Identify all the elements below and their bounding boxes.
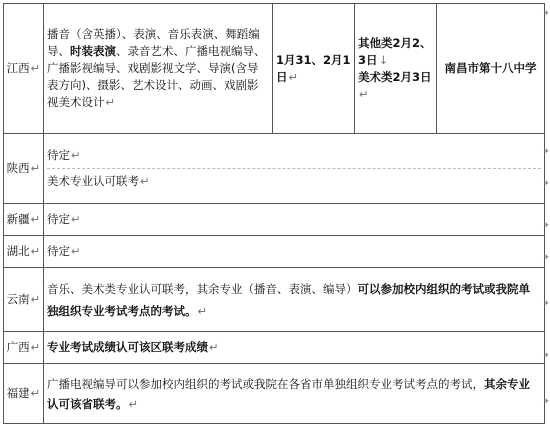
table-row-shaanxi [4, 134, 545, 204]
paragraph-mark-icon: ↵ [71, 244, 81, 258]
province-label: 江西 [6, 61, 30, 75]
table-row-yunnan [4, 268, 545, 332]
policy-text: 美术专业认可联考 [47, 174, 139, 188]
table-row-hubei [4, 236, 545, 268]
policy-text: 广播电视编导可以参加校内组织的考试或我院在各省市单独组织专业考试考点的考试， [47, 376, 484, 391]
paragraph-mark-icon: ↵ [197, 303, 208, 318]
policy-cell [44, 134, 545, 204]
province-label: 广西 [6, 340, 30, 354]
province-cell [4, 236, 44, 268]
policy-text-bold: 可以参加校内组织的考试或我院单独组织专业考试考点的考试。 [47, 281, 530, 318]
majors-highlight: 时装表演 [70, 44, 116, 58]
policy-text: 音乐、美术类专业认可联考，其余专业（播音、表演、编导） [47, 281, 358, 296]
policy-cell [44, 332, 545, 364]
province-cell [4, 134, 44, 204]
line-break-mark-icon: ↓ [378, 52, 389, 67]
paragraph-mark-icon: ↵ [30, 61, 41, 75]
paragraph-mark-icon: ↵ [105, 95, 116, 109]
exam-date-cell [273, 4, 355, 134]
policy-cell [44, 204, 545, 236]
paragraph-mark-icon: ↵ [30, 292, 41, 306]
paragraph-mark-icon: ↵ [30, 386, 41, 400]
paragraph-mark-icon: ↵ [288, 69, 299, 84]
row-end-mark-icon: ✦ [542, 221, 550, 231]
table-row-jiangxi [4, 4, 545, 134]
policy-line [47, 169, 541, 194]
province-label: 云南 [6, 292, 30, 306]
row-end-mark-icon: ✦ [542, 179, 550, 189]
paragraph-mark-icon: ↵ [140, 174, 150, 188]
majors-text: 播音（含英播）、表演、音乐表演、舞蹈编导、 [47, 27, 260, 58]
province-label: 湖北 [6, 244, 30, 258]
venue-cell [437, 4, 545, 134]
schedule-art: 美术类2月3日 [358, 69, 432, 84]
row-end-mark-icon: ✦ [542, 147, 550, 157]
schedule-other: 其他类2月2、3日 [358, 35, 432, 67]
policy-text: 专业考试成绩认可该区联考成绩 [47, 340, 208, 354]
venue-name: 南昌市第十八中学 [444, 61, 537, 75]
policy-text-bold: 其余专业认可该省联考。 [47, 376, 530, 411]
province-cell [4, 364, 44, 424]
policy-cell [44, 364, 545, 424]
row-end-mark-icon: ✦ [542, 253, 550, 263]
row-end-markers [544, 0, 550, 434]
province-label: 新疆 [6, 212, 30, 226]
row-end-mark-icon: ✦ [542, 397, 550, 407]
exam-schedule-table [3, 3, 545, 424]
province-cell [4, 204, 44, 236]
paragraph-mark-icon: ↵ [30, 244, 41, 258]
exam-date: 1月31、2月1日 [276, 52, 351, 84]
majors-cell [44, 4, 273, 134]
province-label: 福建 [6, 386, 30, 400]
table-row-guangxi [4, 332, 545, 364]
policy-cell [44, 236, 545, 268]
table-row-xinjiang [4, 204, 545, 236]
policy-line [47, 143, 541, 169]
paragraph-mark-icon: ↵ [128, 396, 139, 411]
province-label: 陕西 [6, 161, 30, 175]
paragraph-mark-icon: ↵ [359, 86, 369, 101]
policy-text: 待定 [47, 244, 70, 258]
paragraph-mark-icon: ↵ [71, 212, 81, 226]
policy-cell [44, 268, 545, 332]
province-cell [4, 268, 44, 332]
paragraph-mark-icon: ↵ [71, 148, 81, 162]
policy-text: 待定 [47, 148, 70, 162]
schedule-cell [355, 4, 437, 134]
paragraph-mark-icon: ↵ [209, 340, 219, 354]
paragraph-mark-icon: ↵ [30, 212, 41, 226]
row-end-mark-icon: ✦ [542, 351, 550, 361]
table-row-fujian [4, 364, 545, 424]
province-cell [4, 4, 44, 134]
row-end-mark-icon: ✦ [542, 299, 550, 309]
policy-text: 待定 [47, 212, 70, 226]
province-cell [4, 332, 44, 364]
paragraph-mark-icon: ↵ [30, 340, 41, 354]
paragraph-mark-icon: ↵ [30, 161, 41, 175]
row-end-mark-icon: ✦ [542, 9, 550, 19]
majors-text-continued: 、录音艺术、广播电视编导、广播影视编导、戏剧影视文学、导演(含导表方向)、摄影、艺术设计、动画、戏剧影视美术设计 [47, 44, 266, 109]
